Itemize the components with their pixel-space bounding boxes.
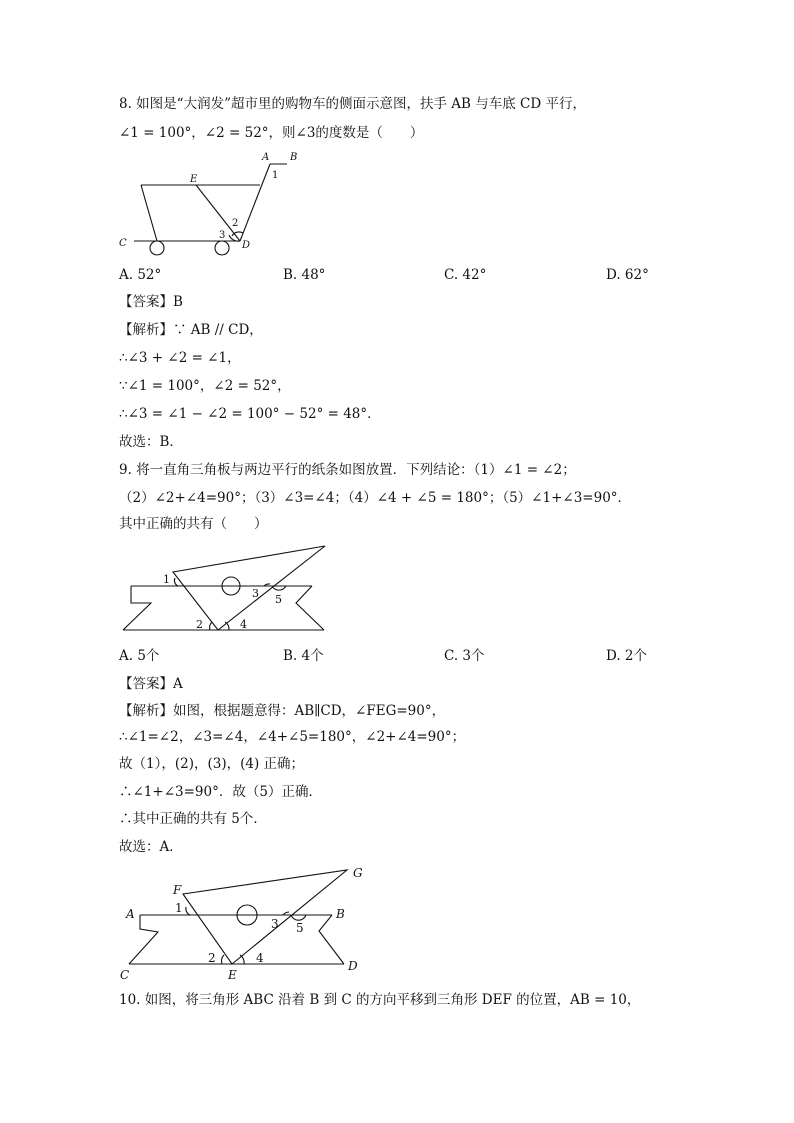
q9-fig2-label-B: B [336, 907, 345, 921]
q8-option-a: A. 52° [119, 267, 162, 283]
q9-option-a: A. 5个 [119, 648, 160, 664]
q9-fig2-label-1: 1 [175, 901, 183, 915]
q9-analysis-line3: 故（1），(2)，(3)，(4) 正确； [119, 756, 304, 772]
q8-option-d: D. 62° [606, 267, 649, 283]
q8-answer: 【答案】B [119, 294, 183, 310]
q9-label-2: 2 [196, 618, 203, 631]
q9-analysis-figure [118, 862, 370, 986]
q9-triangle-strip-figure [118, 540, 330, 636]
q8-analysis-line5: 故选：B． [119, 434, 183, 450]
q8-label-1: 1 [272, 170, 279, 181]
q9-option-c: C. 3个 [444, 648, 485, 664]
q8-analysis-line3: ∵∠1 = 100°，∠2 = 52°， [119, 378, 291, 394]
q10-stem-line1: 10. 如图，将三角形 ABC 沿着 B 到 C 的方向平移到三角形 DEF 的位置，AB = 10， [119, 992, 641, 1008]
q8-label-A: A [262, 152, 270, 163]
q8-label-C: C [119, 238, 127, 249]
q9-fig2-label-5: 5 [296, 921, 304, 935]
q8-analysis-line2: ∴∠3 + ∠2 = ∠1， [119, 350, 241, 366]
q8-analysis-line1: 【解析】∵ AB // CD， [119, 322, 263, 338]
q9-fig2-label-D: D [348, 959, 358, 973]
q9-fig2-label-3: 3 [271, 917, 279, 931]
q8-analysis-line4: ∴∠3 = ∠1 − ∠2 = 100° − 52° = 48°． [119, 406, 381, 422]
q9-fig2-label-E: E [228, 968, 237, 982]
q9-fig2-label-A: A [126, 907, 135, 921]
q9-fig2-label-4: 4 [256, 951, 264, 965]
q8-stem-line1: 8. 如图是“大润发”超市里的购物车的侧面示意图，扶手 AB 与车底 CD 平行， [119, 96, 586, 112]
q8-shopping-cart-figure [110, 148, 310, 260]
q9-option-b: B. 4个 [283, 648, 324, 664]
q8-label-2: 2 [232, 218, 239, 229]
q8-stem-line2: ∠1 = 100°，∠2 = 52°，则∠3的度数是（ ） [119, 125, 424, 141]
q8-option-c: C. 42° [444, 267, 487, 283]
q9-label-1: 1 [163, 573, 170, 586]
q8-label-D: D [242, 240, 251, 251]
q8-label-3: 3 [219, 230, 226, 241]
q9-analysis-line2: ∴∠1=∠2，∠3=∠4，∠4+∠5=180°，∠2+∠4=90°； [119, 729, 466, 745]
q9-fig2-label-C: C [120, 968, 130, 982]
q9-fig2-label-2: 2 [208, 951, 216, 965]
q9-stem-line1: 9. 将一直角三角板与两边平行的纸条如图放置．下列结论：（1）∠1 = ∠2； [119, 462, 576, 478]
q9-answer: 【答案】A [119, 676, 183, 692]
q9-stem-line3: 其中正确的共有（ ） [119, 516, 268, 532]
q9-label-4: 4 [240, 618, 247, 631]
q9-stem-line2: （2）∠2+∠4=90°；（3）∠3=∠4；（4）∠4 + ∠5 = 180°；（5）∠1+∠3=90°． [119, 490, 632, 506]
q8-label-B: B [290, 152, 298, 163]
q9-option-d: D. 2个 [606, 648, 648, 664]
q9-fig2-label-F: F [173, 883, 182, 897]
q8-label-E: E [190, 174, 198, 185]
q8-option-b: B. 48° [283, 267, 326, 283]
q9-fig2-label-G: G [353, 866, 363, 880]
q9-analysis-line4: ∴∠1+∠3=90°．故（5）正确． [119, 784, 322, 800]
q9-analysis-line5: ∴其中正确的共有 5个． [119, 811, 267, 827]
q9-analysis-line1: 【解析】如图，根据题意得：AB∥CD，∠FEG=90°， [119, 703, 446, 719]
q9-label-3: 3 [252, 587, 259, 600]
q9-label-5: 5 [275, 593, 282, 606]
q9-analysis-line6: 故选：A． [119, 839, 183, 855]
